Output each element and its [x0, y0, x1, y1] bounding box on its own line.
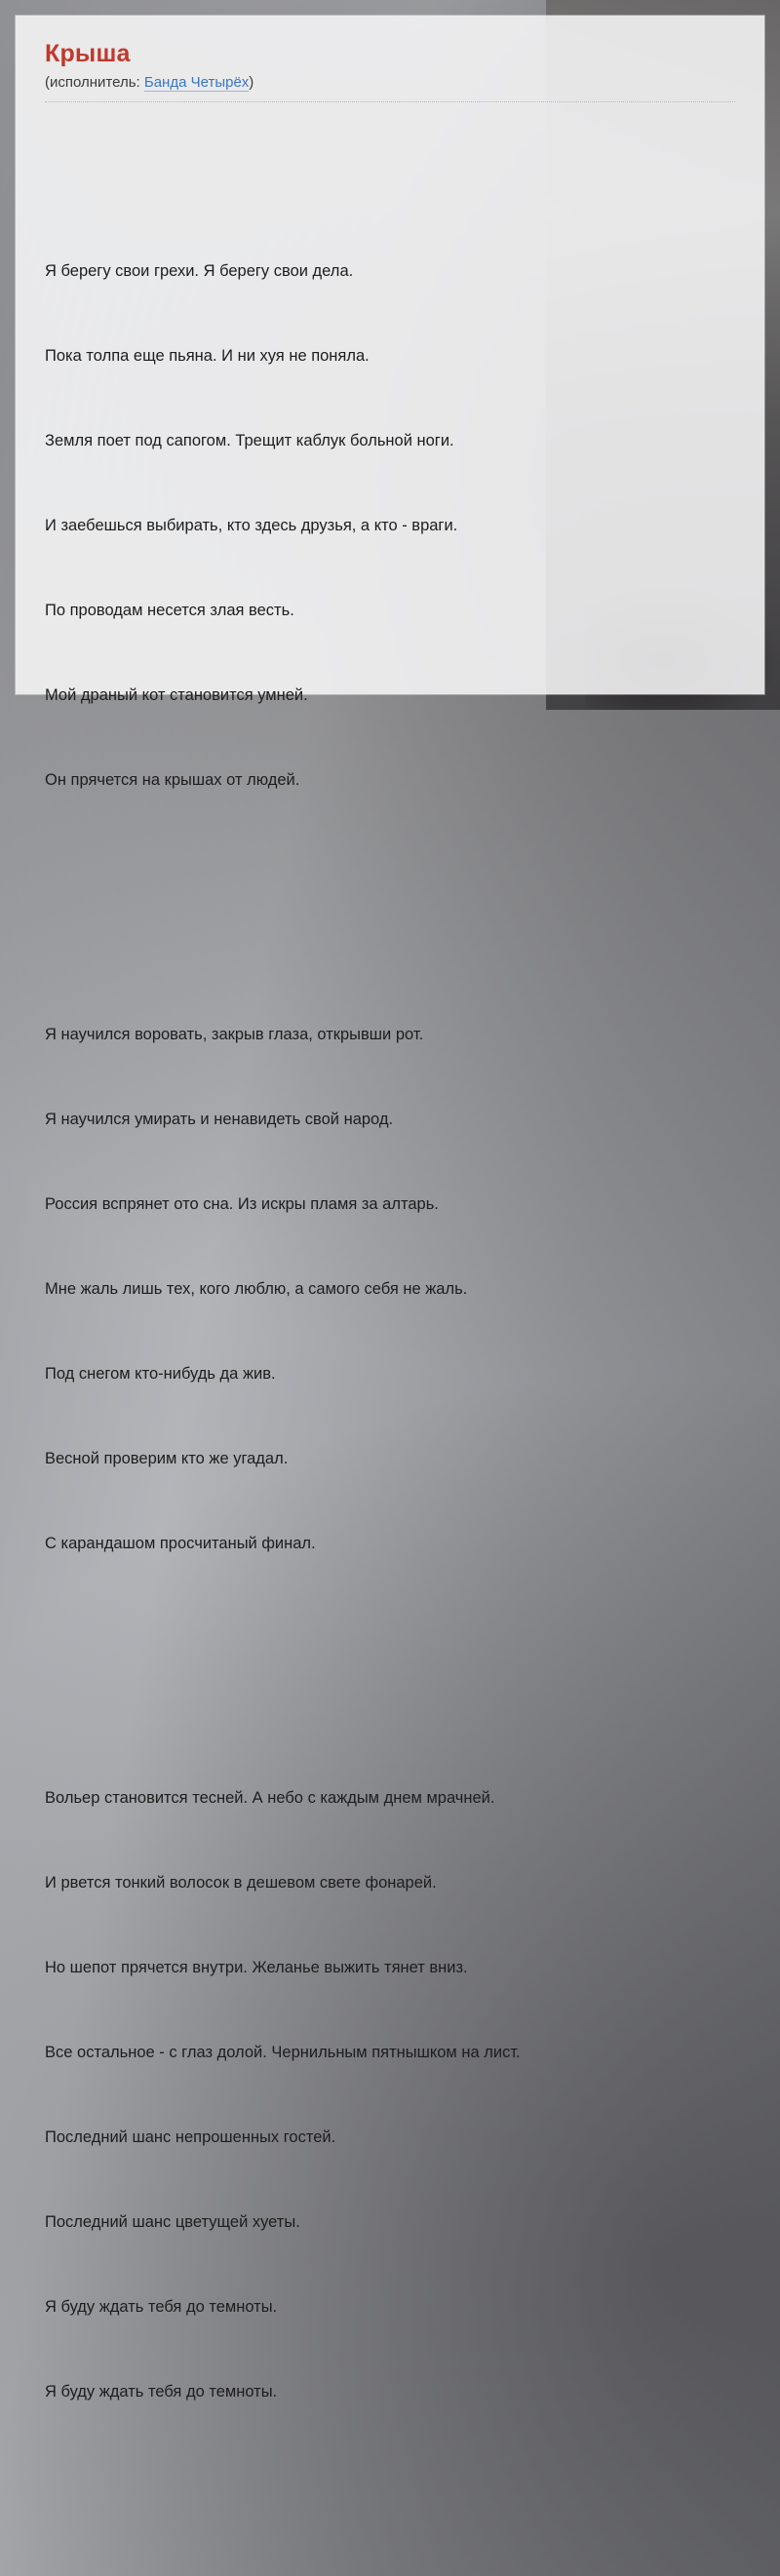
performer-link[interactable]: Банда Четырёх: [143, 73, 250, 91]
lyrics-line: Но шепот прячется внутри. Желанье выжить тянет вниз.: [45, 1958, 468, 1976]
lyrics-line: Последний шанс непрошенных гостей.: [45, 2127, 336, 2146]
lyrics-line: С карандашом просчитаный финал.: [45, 1534, 316, 1552]
lyrics-line: И заебешься выбирать, кто здесь друзья, а кто - враги.: [45, 516, 458, 534]
lyrics-stanza: [45, 964, 735, 1615]
lyrics-body: [45, 116, 735, 2576]
lyrics-line: Весной проверим кто же угадал.: [45, 1449, 289, 1467]
lyrics-line: Последний шанс цветущей хуеты.: [45, 2212, 300, 2231]
lyrics-line: Земля поет под сапогом. Трещит каблук больной ноги.: [45, 431, 454, 449]
lyrics-line: Пока толпа еще пьяна. И ни хуя не поняла.: [45, 346, 370, 365]
lyrics-line: И рвется тонкий волосок в дешевом свете фонарей.: [45, 1873, 437, 1892]
lyrics-line: Я буду ждать тебя до темноты.: [45, 2382, 278, 2400]
lyrics-line: Он прячется на крышах от людей.: [45, 770, 300, 789]
lyrics-line: Я научился умирать и ненавидеть свой народ.: [45, 1110, 394, 1128]
lyrics-line: Мне жаль лишь тех, кого люблю, а самого себя не жаль.: [45, 1279, 468, 1298]
lyrics-line: Мой драный кот становится умней.: [45, 685, 308, 704]
lyrics-line: Я научился воровать, закрыв глаза, открывши рот.: [45, 1025, 424, 1043]
lyrics-line: Все остальное - с глаз долой. Чернильным пятнышком на лист.: [45, 2043, 521, 2061]
performer-line: [45, 74, 735, 102]
lyrics-card-content: [16, 16, 764, 2576]
lyrics-line: По проводам несется злая весть.: [45, 601, 294, 619]
lyrics-line: Под снегом кто-нибудь да жив.: [45, 1364, 276, 1383]
lyrics-stanza: [45, 201, 735, 851]
lyrics-line: Вольер становится тесней. А небо с каждым днем мрачней.: [45, 1788, 495, 1807]
lyrics-line: Я буду ждать тебя до темноты.: [45, 2297, 278, 2316]
lyrics-stanza: [45, 1728, 735, 2463]
performer-suffix-label: ): [249, 73, 254, 91]
lyrics-line: Россия вспрянет ото сна. Из искры пламя за алтарь.: [45, 1194, 439, 1213]
page-title: Крыша: [45, 40, 131, 67]
performer-prefix-label: (исполнитель:: [45, 73, 144, 91]
lyrics-line: Я берегу свои грехи. Я берегу свои дела.: [45, 261, 354, 280]
lyrics-card: [16, 16, 764, 2400]
